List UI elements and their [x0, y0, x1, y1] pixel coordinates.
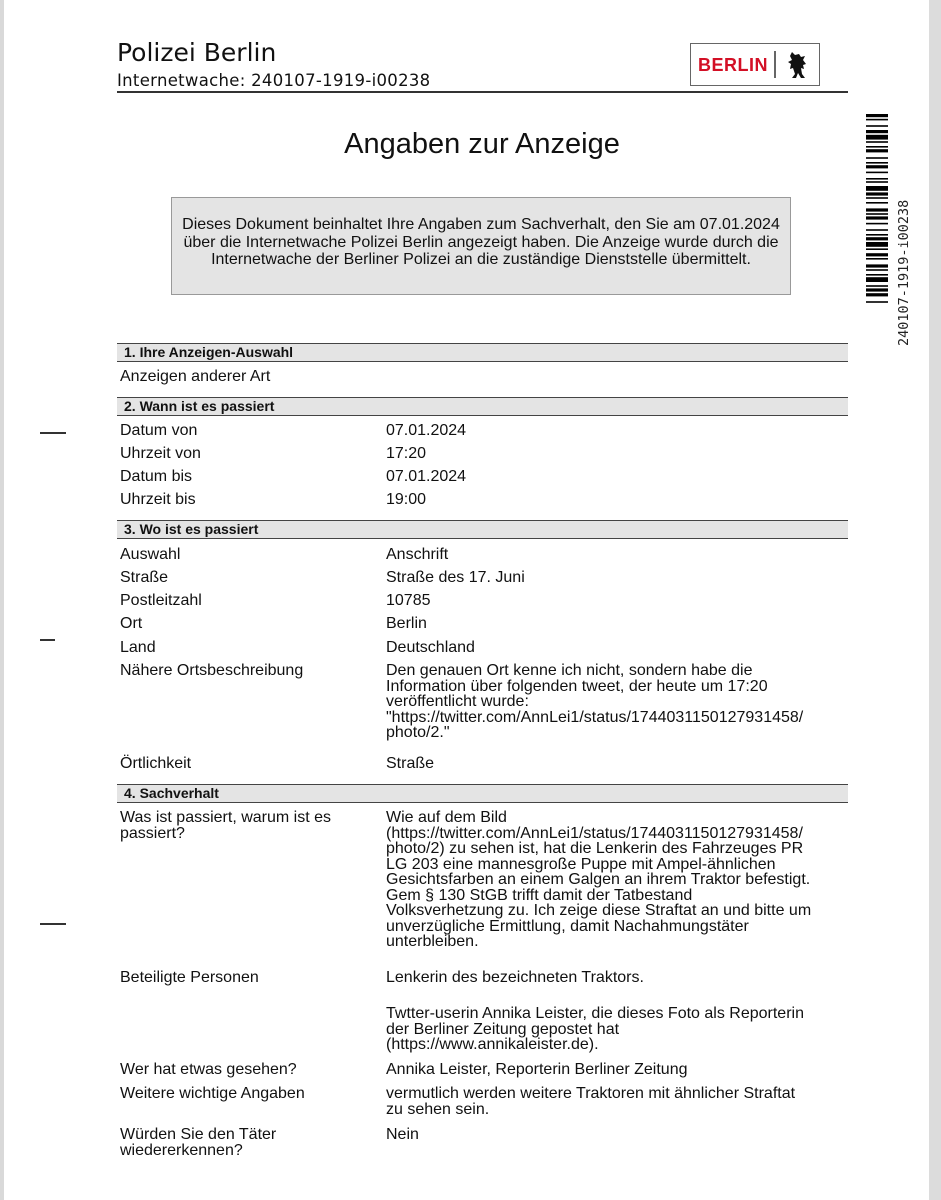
field-label	[120, 1127, 370, 1158]
field-value	[386, 1086, 851, 1117]
section-header: 3. Wo ist es passiert	[117, 520, 848, 539]
field-label: Nähere Ortsbeschreibung	[120, 662, 304, 679]
logo-divider	[774, 51, 776, 78]
section-header: 1. Ihre Anzeigen-Auswahl	[117, 343, 848, 362]
text-line: Information über folgenden tweet, der heute um 17:20	[386, 677, 768, 695]
text-line: (https://twitter.com/AnnLei1/status/1744031150127931458/	[386, 824, 803, 842]
header-title: Polizei Berlin	[117, 38, 277, 67]
field-label: Wer hat etwas gesehen?	[120, 1061, 297, 1078]
field-label: Beteiligte Personen	[120, 969, 259, 986]
text-line: (https://www.annikaleister.de).	[386, 1036, 599, 1053]
field-value: Straße des 17. Juni	[386, 569, 525, 586]
text-line: veröffentlicht wurde:	[386, 693, 529, 710]
header-divider	[117, 91, 848, 93]
notice-box: Dieses Dokument beinhaltet Ihre Angaben zum Sachverhalt, den Sie am 07.01.2024 über die Internetwache Polizei Berlin angezeigt haben. Die Anzeige wurde durch die Internetwache der Berliner Polizei an die zuständige Dienststelle übermittelt.	[171, 197, 791, 295]
field-value: 07.01.2024	[386, 468, 467, 485]
svg-text:240107-1919-i00238: 240107-1919-i00238	[896, 199, 912, 346]
text-line: Gesichtsfarben an einem Galgen an ihrem Traktor befestigt.	[386, 871, 811, 888]
text-line: unverzügliche Ermittlung, damit Nachahmungstäter	[386, 917, 749, 935]
section-value: Anzeigen anderer Art	[120, 368, 271, 385]
text-line: wiedererkennen?	[120, 1141, 243, 1159]
header-subtitle: Internetwache: 240107-1919-i00238	[117, 71, 431, 90]
field-label: Ort	[120, 615, 143, 632]
logo-text: BERLIN	[698, 55, 768, 75]
text-line: zu sehen sein.	[386, 1100, 490, 1118]
text-line: Volksverhetzung zu. Ich zeige diese Straftat an und bitte um	[386, 902, 812, 919]
field-label: Uhrzeit von	[120, 445, 201, 462]
field-value: 19:00	[386, 491, 427, 508]
text-line: passiert?	[120, 824, 185, 842]
text-line: LG 203 eine mannesgroße Puppe mit Ampel-ähnlichen	[386, 855, 776, 873]
field-value: Lenkerin des bezeichneten Traktors.	[386, 969, 644, 986]
field-label: Weitere wichtige Angaben	[120, 1085, 305, 1102]
text-line: "https://twitter.com/AnnLei1/status/1744031150127931458/	[386, 708, 804, 726]
field-value	[386, 663, 851, 741]
field-value: 17:20	[386, 445, 427, 462]
field-label	[120, 810, 370, 841]
margin-mark	[40, 432, 66, 434]
field-label: Örtlichkeit	[120, 755, 192, 772]
field-label: Auswahl	[120, 546, 181, 563]
field-value: Berlin	[386, 615, 427, 632]
text-line: unterbleiben.	[386, 933, 479, 950]
section-header: 4. Sachverhalt	[117, 784, 848, 803]
field-value: Anschrift	[386, 546, 449, 563]
field-label: Uhrzeit bis	[120, 491, 196, 508]
field-value: Deutschland	[386, 639, 475, 656]
text-line: photo/2) zu sehen ist, hat die Lenkerin des Fahrzeuges PR	[386, 840, 804, 857]
berlin-bear-icon	[787, 50, 809, 80]
margin-mark	[40, 639, 55, 641]
text-line: vermutlich werden weitere Traktoren mit ähnlicher Straftat	[386, 1085, 796, 1102]
field-label: Datum bis	[120, 468, 193, 485]
field-label: Land	[120, 639, 156, 656]
field-value: Nein	[386, 1126, 419, 1143]
field-label: Datum von	[120, 422, 198, 439]
berlin-logo	[690, 43, 820, 86]
field-value	[386, 1006, 851, 1053]
field-label: Postleitzahl	[120, 592, 202, 609]
field-value: Straße	[386, 755, 435, 772]
field-label: Straße	[120, 569, 169, 586]
page-edge-right	[929, 0, 941, 1200]
text-line: Twtter-userin Annika Leister, die dieses Foto als Reporterin	[386, 1005, 804, 1022]
text-line: der Berliner Zeitung gepostet hat	[386, 1020, 620, 1038]
margin-mark	[40, 923, 66, 925]
text-line: Würden Sie den Täter	[120, 1126, 277, 1143]
section-header: 2. Wann ist es passiert	[117, 397, 848, 416]
field-value	[386, 810, 851, 950]
field-value: Annika Leister, Reporterin Berliner Zeitung	[386, 1061, 688, 1078]
text-line: Den genauen Ort kenne ich nicht, sondern habe die	[386, 662, 753, 679]
field-value: 10785	[386, 592, 431, 609]
field-value: 07.01.2024	[386, 422, 467, 439]
text-line: Gem § 130 StGB trifft damit der Tatbestand	[386, 886, 693, 904]
text-line: Was ist passiert, warum ist es	[120, 809, 332, 826]
text-line: photo/2."	[386, 724, 450, 741]
document-title: Angaben zur Anzeige	[344, 128, 620, 160]
text-line: Wie auf dem Bild	[386, 809, 507, 826]
page-edge-left	[0, 0, 4, 1200]
